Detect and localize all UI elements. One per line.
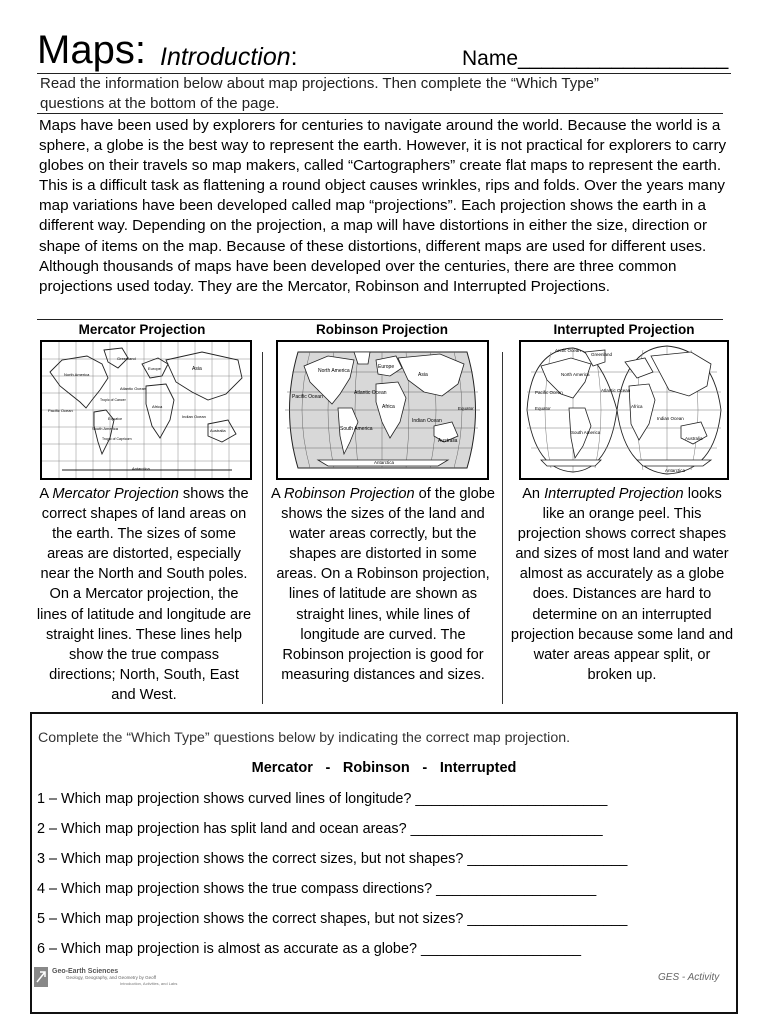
robinson-desc-body: of the globe shows the sizes of the land and water areas correctly, but the shapes are distorted in some areas. On a Robinson projection, lines of latitude are shown as straight lines, while lines of longitude are curved. The Robinson projection is good for measuring distances and sizes.	[276, 486, 495, 683]
question-2[interactable]: 2 – Which map projection has split land and ocean areas? ________________________	[37, 821, 603, 837]
mercator-heading: Mercator Projection	[78, 322, 206, 337]
robinson-label: Pacific Ocean	[292, 394, 323, 400]
mercator-label: Pacific Ocean	[48, 408, 73, 413]
page-subtitle	[160, 42, 298, 72]
mercator-desc-term: Mercator Projection	[52, 486, 179, 502]
subtitle-text: Introduction	[160, 43, 291, 71]
instructions-rule	[37, 113, 723, 114]
mercator-label: Indian Ocean	[182, 414, 206, 419]
option-interrupted: Interrupted	[439, 760, 517, 776]
logo-tagline: Introduction, Activities, and Labs	[120, 981, 178, 986]
interrupted-label: South America	[571, 430, 601, 435]
interrupted-label: Indian Ocean	[657, 416, 684, 421]
mercator-label: Greenland	[117, 356, 136, 361]
column-divider	[502, 352, 503, 704]
question-6[interactable]: 6 – Which map projection is almost as accurate as a globe? ____________________	[37, 941, 582, 957]
interrupted-label: Africa	[631, 404, 643, 409]
logo-subtitle: Geology, Geography, and Geometry by Geoff	[66, 975, 157, 980]
robinson-desc-term: Robinson Projection	[284, 486, 415, 502]
robinson-label: Antarctica	[374, 460, 395, 465]
interrupted-map-graphic	[521, 342, 727, 478]
name-field[interactable]: Name__________________	[462, 47, 729, 70]
mercator-label: Africa	[152, 404, 163, 409]
logo-title: Geo-Earth Sciences	[52, 968, 119, 975]
page-title: Maps:	[37, 28, 146, 72]
interrupted-label: Australia	[685, 436, 703, 441]
subtitle-colon: :	[290, 43, 298, 71]
mercator-map-graphic	[42, 342, 250, 478]
mercator-label: Atlantic Ocean	[120, 386, 147, 391]
mercator-desc-prefix: A	[39, 486, 53, 502]
interrupted-desc-prefix: An	[522, 486, 545, 502]
robinson-label: Indian Ocean	[412, 418, 442, 424]
columns-rule	[37, 319, 723, 320]
question-1[interactable]: 1 – Which map projection shows curved lines of longitude? ________________________	[37, 791, 608, 807]
interrupted-desc-body: looks like an orange peel. This projection shows correct shapes and sizes of most land and water almost as accurately as a globe does. Distances are hard to determine on an interrupted projection because some land and water areas appear split, or broken up.	[510, 486, 734, 683]
footer-tag: GES - Activity	[658, 972, 720, 983]
mercator-label: South America	[92, 426, 119, 431]
robinson-label: Europe	[378, 364, 395, 370]
robinson-label: South America	[340, 426, 373, 432]
interrupted-desc-term: Interrupted Projection	[544, 486, 684, 502]
interrupted-label: Atlantic Ocean	[601, 388, 631, 393]
interrupted-label: Greenland	[591, 352, 613, 357]
interrupted-label: Antarctica	[665, 468, 686, 473]
robinson-map	[276, 340, 489, 480]
mercator-label: Europe	[148, 366, 161, 371]
mercator-map	[40, 340, 252, 480]
robinson-heading: Robinson Projection	[315, 322, 448, 337]
option-separator: -	[422, 760, 428, 776]
logo-mark-icon	[34, 967, 48, 987]
robinson-label: Australia	[438, 438, 458, 444]
interrupted-label: Arctic Ocean	[555, 348, 581, 353]
option-separator: -	[325, 760, 331, 776]
robinson-label: Equator	[458, 406, 474, 411]
projection-options	[0, 760, 768, 776]
question-3[interactable]: 3 – Which map projection shows the correct sizes, but not shapes? ____________________	[37, 851, 628, 867]
mercator-label: North America	[64, 372, 90, 377]
interrupted-description	[510, 484, 734, 685]
robinson-description	[270, 484, 496, 685]
option-mercator: Mercator	[251, 760, 313, 776]
mercator-description	[36, 484, 252, 705]
interrupted-heading: Interrupted Projection	[553, 322, 695, 337]
robinson-label: Atlantic Ocean	[354, 390, 387, 396]
robinson-map-graphic	[278, 342, 487, 478]
interrupted-label: North America	[561, 372, 590, 377]
instructions-line-2: questions at the bottom of the page.	[40, 95, 280, 112]
robinson-label: Asia	[418, 372, 428, 378]
mercator-label: Australia	[210, 428, 226, 433]
mercator-label: Antarctica	[132, 466, 150, 471]
column-divider	[262, 352, 263, 704]
quiz-instructions: Complete the “Which Type” questions below by indicating the correct map projection.	[38, 730, 571, 746]
mercator-label: Tropic of Cancer	[100, 398, 126, 402]
mercator-label: Equator	[108, 416, 123, 421]
mercator-desc-body: shows the correct shapes of land areas on the earth. The sizes of some areas are distorted, especially near the North and South poles. On a Mercator projection, the lines of latitude and longitude are straight lines. These lines help show the true compass directions; North, South, East and West.	[36, 486, 252, 703]
robinson-desc-prefix: A	[271, 486, 284, 502]
interrupted-map	[519, 340, 729, 480]
robinson-label: North America	[318, 368, 350, 374]
interrupted-label: Pacific Ocean	[535, 390, 563, 395]
question-4[interactable]: 4 – Which map projection shows the true compass directions? ____________________	[37, 881, 597, 897]
interrupted-label: Equator	[535, 406, 551, 411]
question-5[interactable]: 5 – Which map projection shows the correct shapes, but not sizes? ____________________	[37, 911, 628, 927]
mercator-label: Tropic of Capricorn	[102, 437, 132, 441]
option-robinson: Robinson	[342, 760, 410, 776]
intro-paragraph: Maps have been used by explorers for centuries to navigate around the world. Because the world is a sphere, a globe is the best way to represent the earth. However, it is not practical for explorers to carry globes on their travels so map makers, called “Cartographers” create flat maps to represent the earth. This is a difficult task as flattening a round object causes wrinkles, rips and folds. Over the years many map variations have been developed called map “projections”. Each projection shows the earth in a different way. Depending on the projection, a map will have distortions in either the size, direction or shape of items on the map. Because of these distortions, different maps are used for different uses. Although thousands of maps have been developed over the centuries, there are three common projections used today. They are the Mercator, Robinson and Interrupted Projections.	[39, 117, 727, 295]
mercator-label: Asia	[192, 366, 202, 372]
robinson-label: Africa	[382, 404, 395, 410]
instructions-line-1: Read the information below about map projections. Then complete the “Which Type”	[40, 75, 599, 92]
